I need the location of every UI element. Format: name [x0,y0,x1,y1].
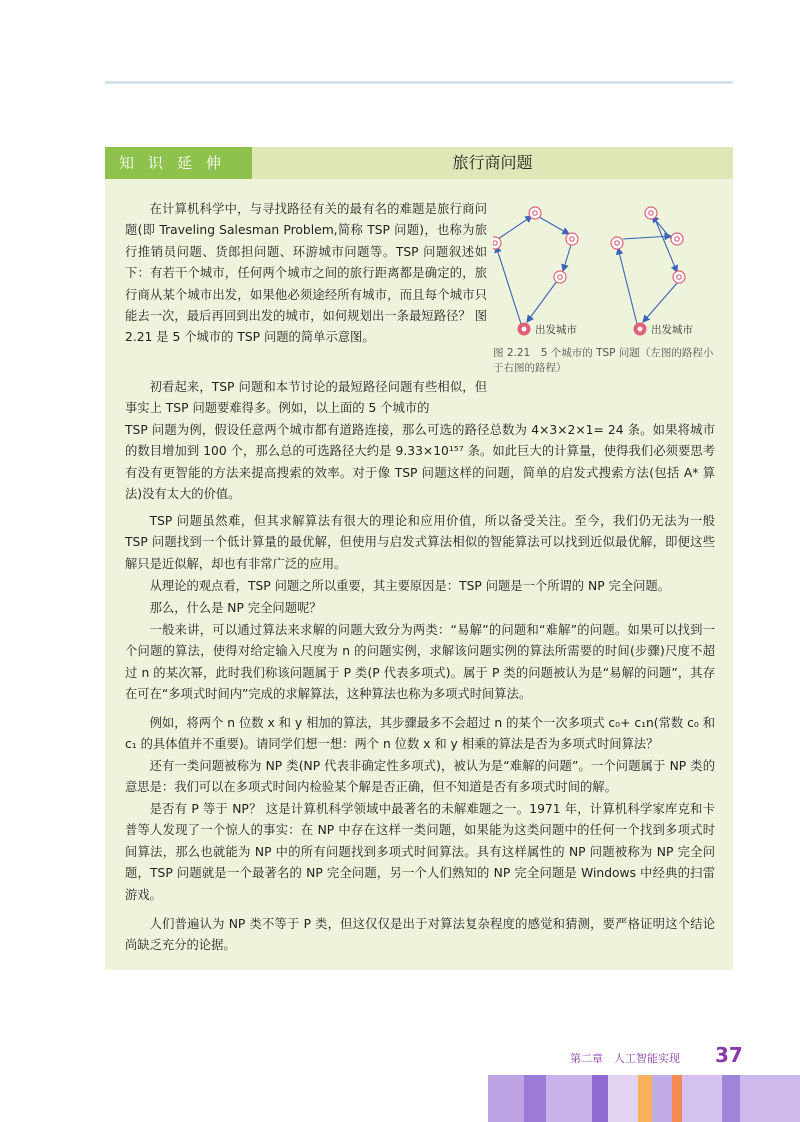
paragraph-compare-start: 初看起来，TSP 问题和本节讨论的最短路径问题有些相似，但事实上 TSP 问题要难得多。例如，以上面的 5 个城市的 [125,380,487,416]
paragraph-example: 例如，将两个 n 位数 x 和 y 相加的算法，其步骤最多不会超过 n 的某个一次多项式 c₀+ c₁n(常数 c₀ 和 c₁ 的具体值并不重要)。请同学们想一想：两个 n 位数 x 和 y 相乘的算法是否为多项式时间算法？ [125,716,715,752]
paragraph-theory: 从理论的观点看，TSP 问题之所以重要，其主要原因是：TSP 问题是一个所谓的 NP 完全问题。 [149,579,670,593]
figure-caption: 图 2.21 5 个城市的 TSP 问题（左图的路程小于右图的路程） [493,347,714,374]
start-city-label-right: 出发城市 [651,324,693,336]
paragraph-conclusion: 人们普遍认为 NP 类不等于 P 类，但这仅仅是出于对算法复杂程度的感觉和猜测，要严格证明这个结论尚缺乏充分的论据。 [125,917,715,953]
start-city-label-left: 出发城市 [535,324,577,336]
page-number: 37 [715,1043,743,1067]
decorative-stripes [488,1075,800,1122]
paragraph-compare-cont: TSP 问题为例，假设任意两个城市都有道路连接，那么可选的路径总数为 4×3×2×1= 24 条。如果将城市的数目增加到 100 个，那么总的可选路径大约是 9.33×10¹⁵⁷ 条。如此巨大的计算量，使得我们必须要思考有没有更智能的方法来提高搜索的效率。对于像 TSP 问题这样的问题，简单的启发式搜索方法(包括 A* 算法)没有太大的价值。 [125,423,715,502]
top-rule [105,81,733,84]
left-route [496,216,571,324]
section-title: 旅行商问题 [452,153,533,172]
right-route [618,216,678,324]
chapter-label: 第二章 人工智能实现 [570,1052,680,1065]
paragraph-intro: 在计算机科学中，与寻找路径有关的最有名的难题是旅行商问题(即 Traveling Salesman Problem,简称 TSP 问题)，也称为旅行推销员问题、货郎担问题、环游城市问题等。TSP 问题叙述如下：有若干个城市，任何两个城市之间的旅行距离都是确定的，旅行商从某个城市出发，如果他必须途经所有城市，而且每个城市只能去一次，最后再回到出发的城市，如何规划出一条最短路径？ 图 2.21 是 5 个城市的 TSP 问题的简单示意图。 [125,202,487,345]
paragraph-value: TSP 问题虽然难，但其求解算法有很大的理论和应用价值，所以备受关注。至今，我们仍无法为一般 TSP 问题找到一个低计算量的最优解，但使用与启发式算法相似的智能算法可以找到近似最优解，即便这些解只是近似解，却也有非常广泛的应用。 [125,514,715,571]
paragraph-question: 那么，什么是 NP 完全问题呢？ [149,601,322,615]
tsp-diagram [493,199,721,344]
paragraph-p-vs-np: 是否有 P 等于 NP？ 这是计算机科学领域中最著名的未解难题之一。1971 年，计算机科学家库克和卡普等人发现了一个惊人的事实：在 NP 中存在这样一类问题，如果能为这类问题中的任何一个找到多项式时间算法，那么也就能为 NP 中的所有问题找到多项式时间算法。具有这样属性的 NP 问题被称为 NP 完全问题，TSP 问题就是一个最著名的 NP 完全问题，另一个人们熟知的 NP 完全问题是 Windows 中经典的扫雷游戏。 [125,802,715,902]
box-header [105,147,733,179]
paragraph-np-class: 还有一类问题被称为 NP 类(NP 代表非确定性多项式)，被认为是“难解的问题”。一个问题属于 NP 类的意思是：我们可以在多项式时间内检验某个解是否正确，但不知道是否有多项式时间的解。 [125,759,715,795]
section-tag: 知识延伸 [105,147,252,179]
city-nodes [493,207,685,283]
paragraph-p-class: 一般来讲，可以通过算法来求解的问题大致分为两类：“易解”的问题和“难解”的问题。如果可以找到一个问题的算法，使得对给定输入尺度为 n 的问题实例，求解该问题实例的算法所需要的时间(步骤)尺度不超过 n 的某次幂，此时我们称该问题属于 P 类(P 代表多项式)。属于 P 类的问题被认为是“易解的问题”，其存在可在“多项式时间内”完成的求解算法，这种算法也称为多项式时间算法。 [125,623,715,702]
knowledge-extension-box [105,147,733,970]
